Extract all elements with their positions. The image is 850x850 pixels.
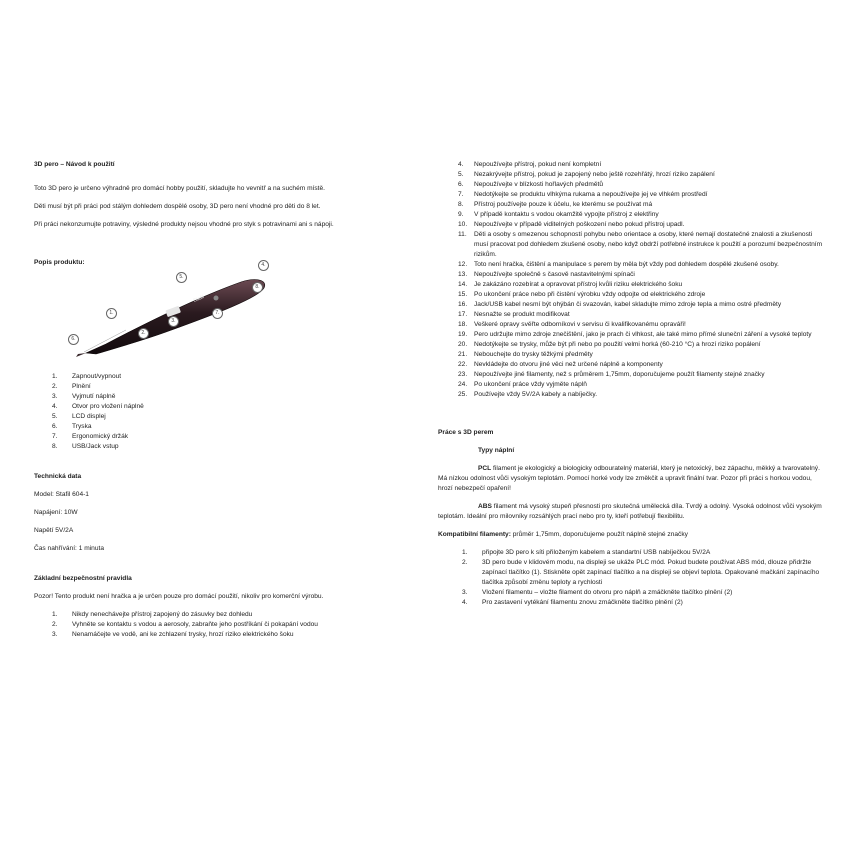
list-item: 5. LCD displej — [52, 413, 106, 420]
intro-paragraph: Při práci nekonzumujte potraviny, výsledné produkty nejsou vhodné pro styk s potravinami ani s nápoji. — [34, 221, 334, 228]
list-item: 14. Je zakázáno rozebírat a opravovat přístroj kvůli riziku elektrického šoku — [458, 281, 683, 288]
list-item: 13. Nepoužívejte společně s časově nastavitelnými spínači — [458, 271, 635, 278]
abs-paragraph: ABS filament má vysoký stupeň přesnosti pro skutečná umělecká díla. Tvrdý a odolný. Vysoká odolnost vůči vysokým teplotám. Ideální pro milovníky rozsáhlých prací nebo pro ty, kteří potřebují flexibilitu. — [438, 503, 822, 520]
tech-model: Model: Stafil 604-1 — [34, 491, 89, 498]
list-item: 18. Veškeré opravy svěřte odborníkovi v servisu či kvalifikovanému opraváři! — [458, 321, 686, 328]
list-item: 7. Ergonomický držák — [52, 433, 129, 440]
tech-heading: Technická data — [34, 473, 82, 480]
callout-7: 7. — [212, 308, 223, 319]
list-item: 5. Nezakrývejte přístroj, pokud je zapojený nebo ještě rozehřátý, hrozí riziko zapálení — [458, 171, 715, 178]
right-column — [438, 160, 828, 608]
list-item: 24. Po ukončení práce vždy vyjměte náplň — [458, 381, 587, 388]
tech-heatup: Čas nahřívání: 1 minuta — [34, 545, 105, 552]
list-item: 6. Tryska — [52, 423, 92, 430]
list-item: 4. Pro zastavení vytékání filamentu znovu zmáčkněte tlačítko plnění (2) — [462, 599, 683, 606]
list-item: 15. Po ukončení práce nebo při čistění výrobku vždy odpojte od elektrického zdroje — [458, 291, 706, 298]
list-item: 2. Plnění — [52, 383, 91, 390]
list-item: 11. Děti a osoby s omezenou schopností pohybu nebo orientace a osoby, které nemají dostatečné znalosti a zkušenosti musí pracovat pod dohledem zkušené osoby, nebo když obdrží potřebné instrukce k použití a porozumí bezpečnostním rizikům. — [458, 231, 823, 258]
intro-paragraph: Děti musí být při práci pod stálým dohledem dospělé osoby, 3D pero není vhodné pro děti do 8 let. — [34, 203, 321, 210]
callout-5: 5. — [176, 272, 187, 283]
list-item: 12. Toto není hračka, čištění a manipulace s perem by měla být vždy pod dohledem dospělé zkušené osoby. — [458, 261, 779, 268]
list-item: 3. Vyjmutí náplně — [52, 393, 116, 400]
safety-intro: Pozor! Tento produkt není hračka a je určen pouze pro domácí použití, nikoliv pro komerční výrobu. — [34, 593, 324, 600]
callout-8: 8. — [252, 282, 263, 293]
pen-brand-text: Stafil — [192, 294, 206, 304]
callout-2: 2. — [138, 328, 149, 339]
list-item: 8. USB/Jack vstup — [52, 443, 119, 450]
list-item: 23. Nepoužívejte jiné filamenty, než s průměrem 1,75mm, doporučujeme použít filamenty stejné značky — [458, 371, 765, 378]
types-heading: Typy náplní — [478, 447, 515, 454]
list-item: 8. Přístroj používejte pouze k účelu, ke kterému se používat má — [458, 201, 653, 208]
pcl-paragraph: PCL filament je ekologický a biologicky odbouratelný materiál, který je netoxický, bez zápachu, měkký a tvarovatelný. Má nízkou odolnost vůči vysokým teplotám. Pomocí horké vody lze změkčit a upravit finální tvar. Pozor při práci s horkou vodou, hrozí nebezpečí opaření! — [438, 465, 820, 492]
parts-list — [34, 372, 404, 452]
safety-list — [34, 610, 404, 640]
list-item: 21. Nebouchejte do trysky těžkými předměty — [458, 351, 593, 358]
compat-paragraph: Kompatibilní filamenty: průměr 1,75mm, doporučujeme použít náplně stejné značky — [438, 531, 688, 538]
product-heading: Popis produktu: — [34, 259, 85, 266]
safety-heading: Základní bezpečnostní pravidla — [34, 575, 132, 582]
list-item: 22. Nevkládejte do otvoru jiné věci než určené náplně a komponenty — [458, 361, 663, 368]
tech-voltage: Napětí 5V/2A — [34, 527, 74, 534]
tech-power: Napájení: 10W — [34, 509, 78, 516]
callout-1: 1. — [106, 308, 117, 319]
list-item: 1. připojte 3D pero k síti přiloženým kabelem a standartní USB nabíječkou 5V/2A — [462, 549, 711, 556]
list-item: 17. Nesnažte se produkt modifikovat — [458, 311, 570, 318]
list-item: 1. Zapnout/vypnout — [52, 373, 122, 380]
left-column — [34, 160, 404, 640]
document-title: 3D pero – Návod k použití — [34, 161, 115, 168]
list-item: 19. Pero udržujte mimo zdroje znečištění, jako je prach či vlhkost, ale také mimo přímé sluneční záření a vysoké teploty — [458, 331, 812, 338]
pen-illustration — [46, 262, 306, 368]
list-item: 16. Jack/USB kabel nesmí být ohýbán či svazován, kabel skladujte mimo zdroje tepla a mimo ostré předměty — [458, 301, 782, 308]
list-item: 6. Nepoužívejte v blízkosti hořlavých předmětů — [458, 181, 604, 188]
callout-6: 6. — [68, 334, 79, 345]
list-item: 1. Nikdy nenechávejte přístroj zapojený do zásuvky bez dohledu — [52, 611, 253, 618]
list-item: 2. 3D pero bude v klidovém modu, na displeji se ukáže PLC mód. Pokud budete používat ABS mód, dlouze přidržte zapínací tlačítko (1). Stiskněte opět zapínací tlačítko a na displeji se objeví teplota. Opakované mačkání zapínacího tlačítka způsobí změnu teploty a rychlosti — [462, 559, 820, 586]
list-item: 3. Vložení filamentu – vložte filament do otvoru pro náplň a zmáčkněte tlačítko plnění (2) — [462, 589, 733, 596]
safety-rules-list — [438, 160, 828, 400]
list-item: 4. Nepoužívejte přístroj, pokud není kompletní — [458, 161, 602, 168]
callout-4: 4. — [258, 260, 269, 271]
list-item: 10. Nepoužívejte v případě viditelných poškození nebo pokud přístroj upadl. — [458, 221, 685, 228]
list-item: 25. Používejte vždy 5V/2A kabely a nabíječky. — [458, 391, 598, 398]
list-item: 4. Otvor pro vložení náplně — [52, 403, 144, 410]
list-item: 20. Nedotýkejte se trysky, může být při nebo po použití velmi horká (60-210 °C) a hrozí riziko popálení — [458, 341, 761, 348]
steps-list — [438, 548, 828, 608]
list-item: 2. Vyhněte se kontaktu s vodou a aerosoly, zabraňte jeho postříkání či pokapání vodou — [52, 621, 318, 628]
work-heading: Práce s 3D perem — [438, 429, 494, 436]
list-item: 9. V případě kontaktu s vodou okamžitě vypojte přístroj z elektřiny — [458, 211, 659, 218]
callout-3: 3. — [168, 316, 179, 327]
list-item: 3. Nenamáčejte ve vodě, ani ke zchlazení trysky, hrozí riziko elektrického šoku — [52, 631, 294, 638]
list-item: 7. Nedotýkejte se produktu vlhkýma rukama a nepoužívejte jej ve vlhkém prostředí — [458, 191, 708, 198]
intro-paragraph: Toto 3D pero je určeno výhradně pro domácí hobby použití, skladujte ho vevnitř a na suchém místě. — [34, 185, 326, 192]
